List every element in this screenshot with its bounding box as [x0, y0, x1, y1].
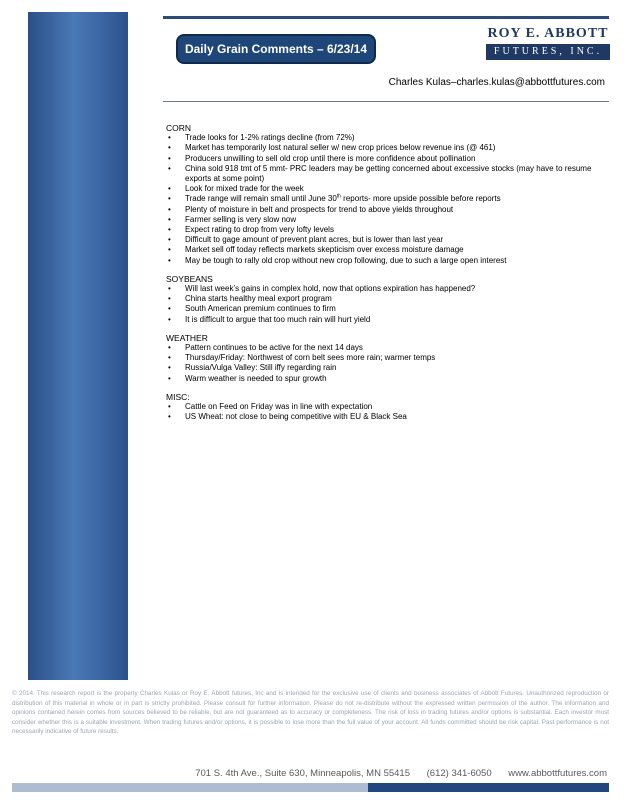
section-misc	[166, 392, 611, 423]
section-weather	[166, 333, 611, 384]
footer-bar-light	[12, 783, 368, 792]
list-item: • Plenty of moisture in belt and prospects for trend to above yields throughout	[166, 205, 611, 215]
footer-address: 701 S. 4th Ave., Suite 630, Minneapolis, MN 55415	[195, 768, 410, 779]
bullet-list	[166, 284, 611, 325]
section-soybeans	[166, 274, 611, 325]
list-item: • Difficult to gage amount of prevent plant acres, but is lower than last year	[166, 235, 611, 245]
bullet-list	[166, 343, 611, 384]
report-title: Daily Grain Comments – 6/23/14	[184, 42, 368, 56]
list-item: • Market sell off today reflects markets skepticism over excess moisture damage	[166, 245, 611, 255]
list-item: • Producers unwilling to sell old crop until there is more confidence about pollination	[166, 154, 611, 164]
list-item: • Thursday/Friday: Northwest of corn belt sees more rain; warmer temps	[166, 353, 611, 363]
list-item: • Cattle on Feed on Friday was in line with expectation	[166, 402, 611, 412]
section-corn	[166, 123, 611, 266]
header-bottom-rule	[163, 101, 609, 102]
list-item: • Market has temporarily lost natural seller w/ new crop prices below revenue ins (@ 461)	[166, 143, 611, 153]
decorative-side-bar	[28, 12, 128, 680]
section-title: MISC:	[166, 391, 190, 402]
bullet-list	[166, 402, 611, 422]
ordinal-suffix: th	[336, 193, 341, 200]
list-item: • China starts healthy meal export program	[166, 294, 611, 304]
section-title: SOYBEANS	[166, 273, 213, 284]
logo-name: ROY E. ABBOTT	[487, 26, 609, 41]
company-logo	[486, 26, 610, 60]
section-title: WEATHER	[166, 332, 208, 343]
footer-website: www.abbottfutures.com	[508, 768, 607, 779]
list-item: • It is difficult to argue that too much rain will hurt yield	[166, 315, 611, 325]
report-title-box	[176, 34, 376, 64]
list-item: • Will last week’s gains in complex hold, now that options expiration has happened?	[166, 284, 611, 294]
legal-disclaimer: © 2014. This research report is the property Charles Kulas or Roy E. Abbott futures, Inc and is intended for the exclusive use of clients and business associates of Abbott Futures. Unauthorized reproduction or distribution of this material in whole or in part is strictly prohibited. Please consult for further information. Please do not re-distribute without the expressed written permission of the author. The information and opinions contained herein comes from sources believed to be reliable, but are not guaranteed as to accuracy or completeness. The risk of loss in trading futures and/or options is substantial. Each investor must consider whether this is a suitable investment. When trading futures and/or options, it is possible to lose more than the full value of your account. All funds committed should be risk capital. Past performance is not necessarily indicative of future results.	[12, 690, 609, 735]
bullet-list	[166, 133, 611, 266]
list-item-text: reports- more upside possible before reports	[340, 194, 501, 204]
report-content	[166, 123, 611, 422]
header-top-rule	[163, 16, 609, 19]
list-item: • Pattern continues to be active for the next 14 days	[166, 343, 611, 353]
list-item: • China sold 918 tmt of 5 mmt- PRC leaders may be getting concerned about excessive stocks (may have to resume exports at some point)	[166, 164, 611, 184]
footer-contact	[195, 768, 607, 779]
list-item: • Trade looks for 1-2% ratings decline (from 72%)	[166, 133, 611, 143]
list-item: • Farmer selling is very slow now	[166, 215, 611, 225]
list-item: • US Wheat: not close to being competitive with EU & Black Sea	[166, 412, 611, 422]
list-item: • Russia/Vulga Valley: Still iffy regarding rain	[166, 363, 611, 373]
list-item: • Expect rating to drop from very lofty levels	[166, 225, 611, 235]
footer-bar-dark	[368, 783, 609, 792]
footer-phone: (612) 341-6050	[426, 768, 492, 779]
section-title: CORN	[166, 123, 192, 133]
list-item: • South American premium continues to firm	[166, 304, 611, 314]
list-item-text: Trade range will remain small until June 30	[185, 194, 337, 204]
list-item: • Look for mixed trade for the week	[166, 184, 611, 194]
list-item	[166, 194, 611, 204]
logo-subtitle: FUTURES, INC.	[486, 44, 610, 60]
author-contact: Charles Kulas–charles.kulas@abbottfutures.com	[388, 77, 605, 88]
list-item: • May be tough to rally old crop without new crop following, due to such a large open interest	[166, 256, 611, 266]
list-item: • Warm weather is needed to spur growth	[166, 374, 611, 384]
